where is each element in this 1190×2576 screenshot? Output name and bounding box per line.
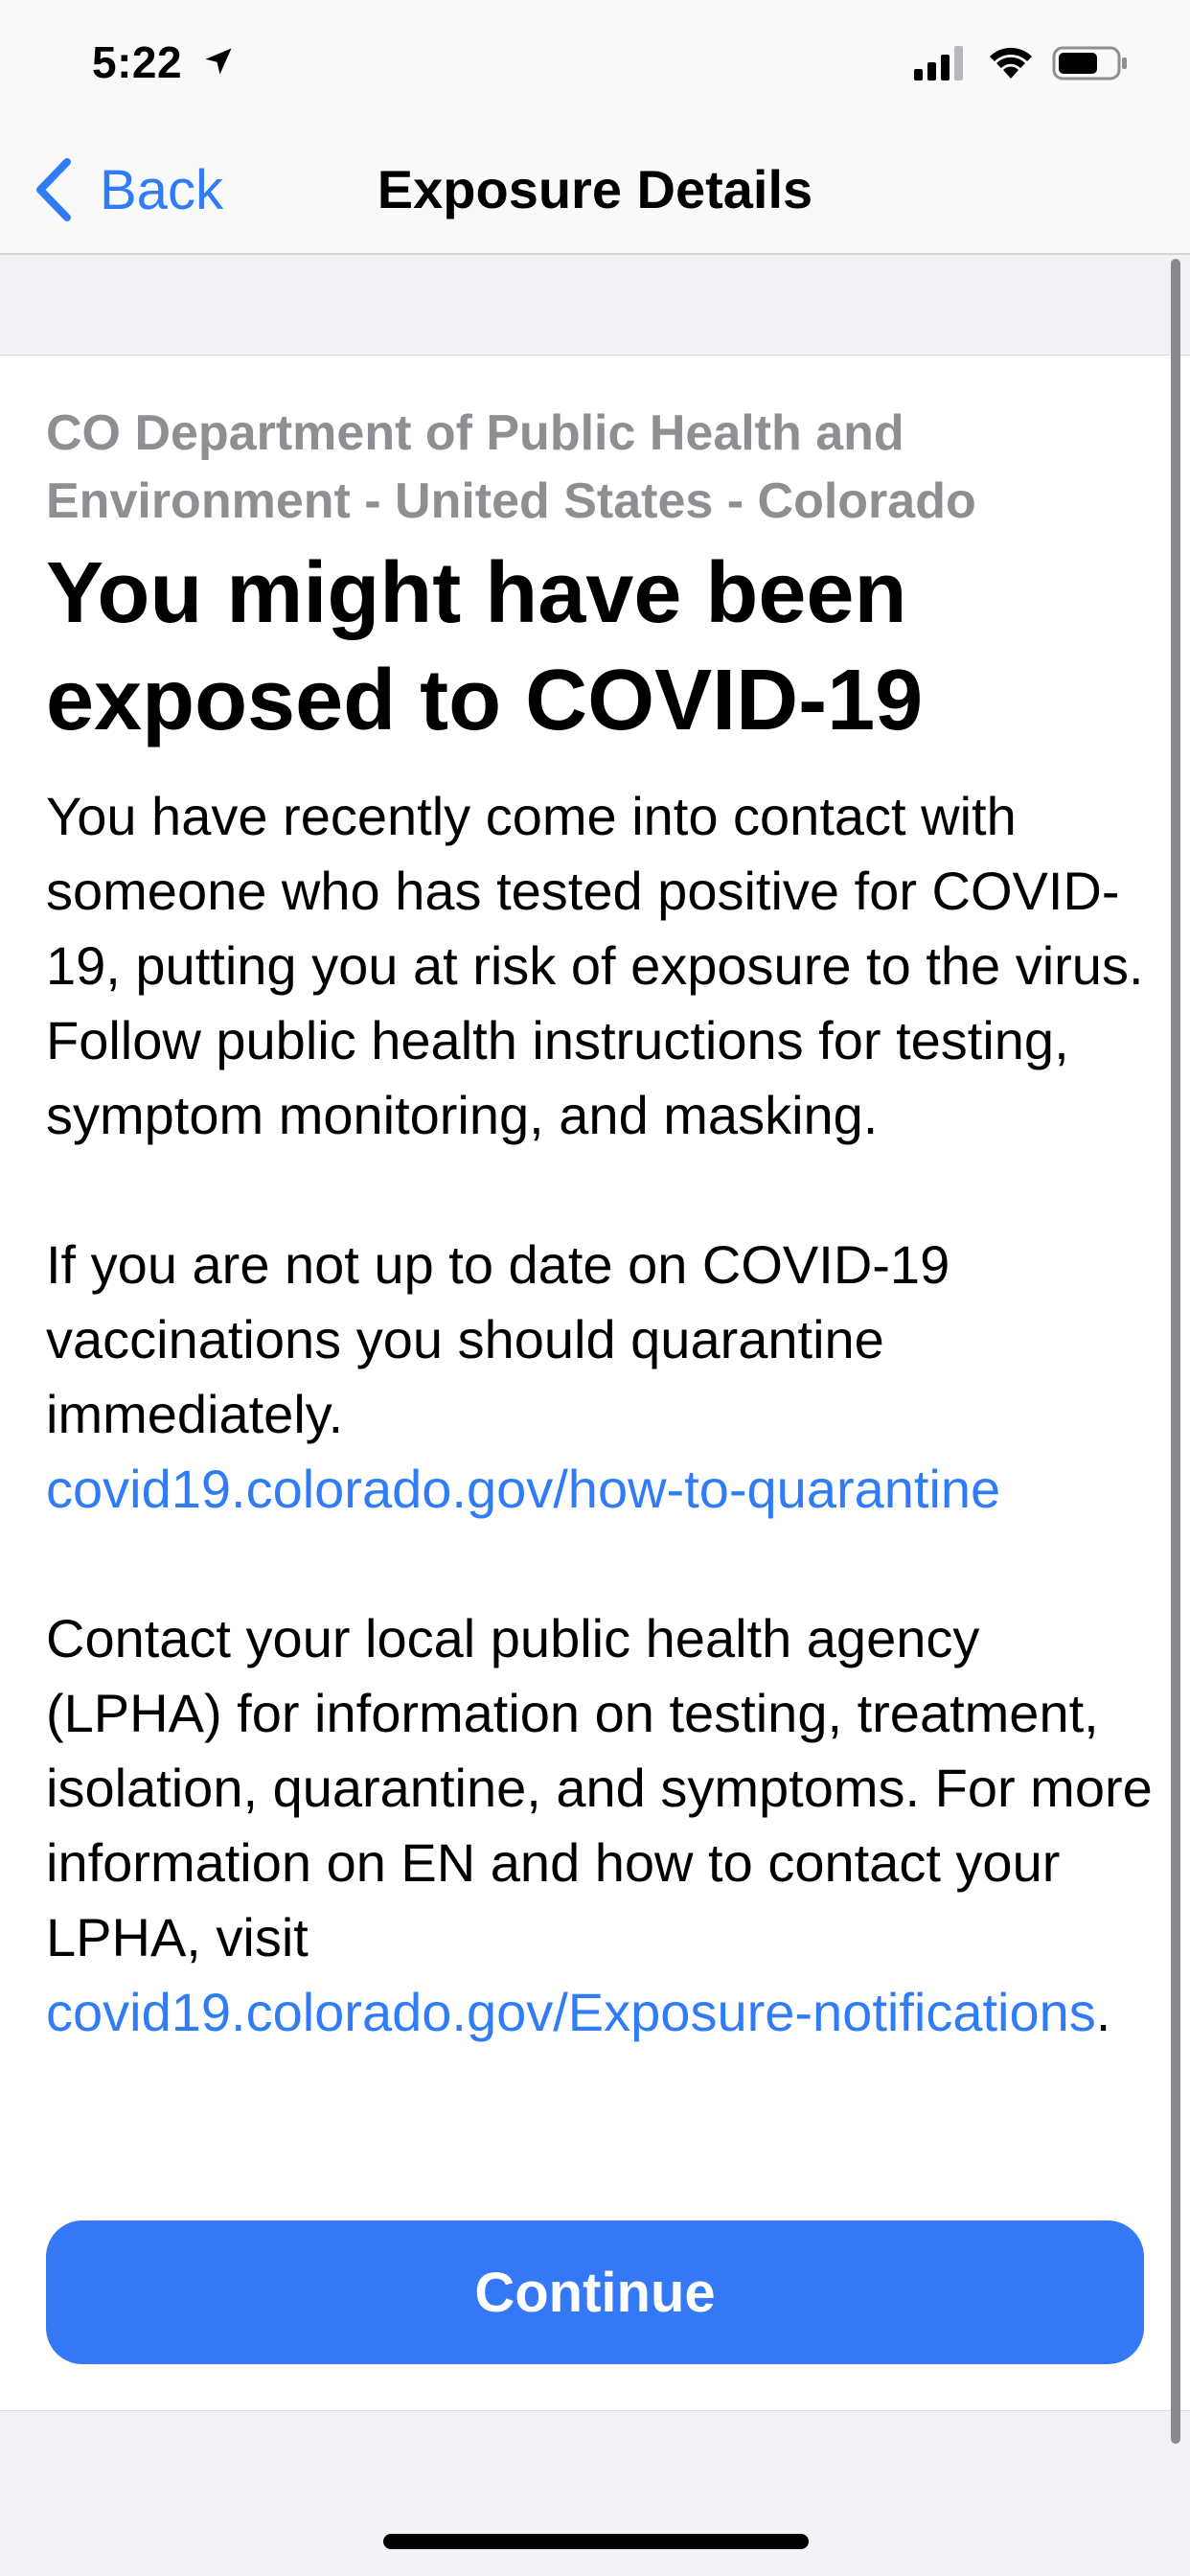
status-time: 5:22 bbox=[92, 37, 183, 87]
status-bar bbox=[0, 0, 1190, 126]
how-to-quarantine-link[interactable]: covid19.colorado.gov/how-to-quarantine bbox=[46, 1459, 1001, 1519]
cellular-signal-icon bbox=[914, 46, 968, 80]
exposure-body bbox=[46, 779, 1157, 2050]
continue-button[interactable]: Continue bbox=[46, 2220, 1144, 2364]
scrollbar[interactable] bbox=[1171, 259, 1180, 2444]
exposure-details-card bbox=[0, 355, 1190, 2411]
agency-name: CO Department of Public Health and Environment - United States - Colorado bbox=[46, 405, 976, 529]
exposure-notifications-link-text: covid19.colorado.gov/Exposure-notifications bbox=[46, 1982, 1096, 2042]
contact-lpha-text: Contact your local public health agency (LPHA) for information on testing, treatment, isolation, quarantine, and symptoms. For more information on EN and how to contact your LPHA, visit bbox=[46, 1608, 1153, 1967]
chevron-left-icon bbox=[33, 156, 75, 223]
paragraph-contact-lpha bbox=[46, 1601, 1157, 2050]
paragraph-quarantine bbox=[46, 1228, 1157, 1527]
wifi-icon bbox=[987, 42, 1035, 80]
home-indicator[interactable] bbox=[383, 2534, 809, 2549]
page-title-text: Exposure Details bbox=[377, 159, 813, 219]
exposure-notifications-link[interactable] bbox=[46, 1982, 1096, 2042]
back-button[interactable] bbox=[33, 150, 223, 230]
navigation-bar bbox=[0, 126, 1190, 255]
period: . bbox=[1095, 1982, 1111, 2042]
location-arrow-icon bbox=[201, 44, 236, 79]
paragraph-exposure-info: You have recently come into contact with someone who has tested positive for COVID-19, putting you at risk of exposure to the virus. Follow public health instructions for testing, symptom monitoring, and masking. bbox=[46, 786, 1144, 1145]
back-button-label: Back bbox=[100, 158, 223, 221]
quarantine-text: If you are not up to date on COVID-19 vaccinations you should quarantine immediately. bbox=[46, 1234, 950, 1444]
exposure-headline: You might have been exposed to COVID-19 bbox=[46, 545, 924, 748]
battery-icon bbox=[1052, 44, 1129, 82]
